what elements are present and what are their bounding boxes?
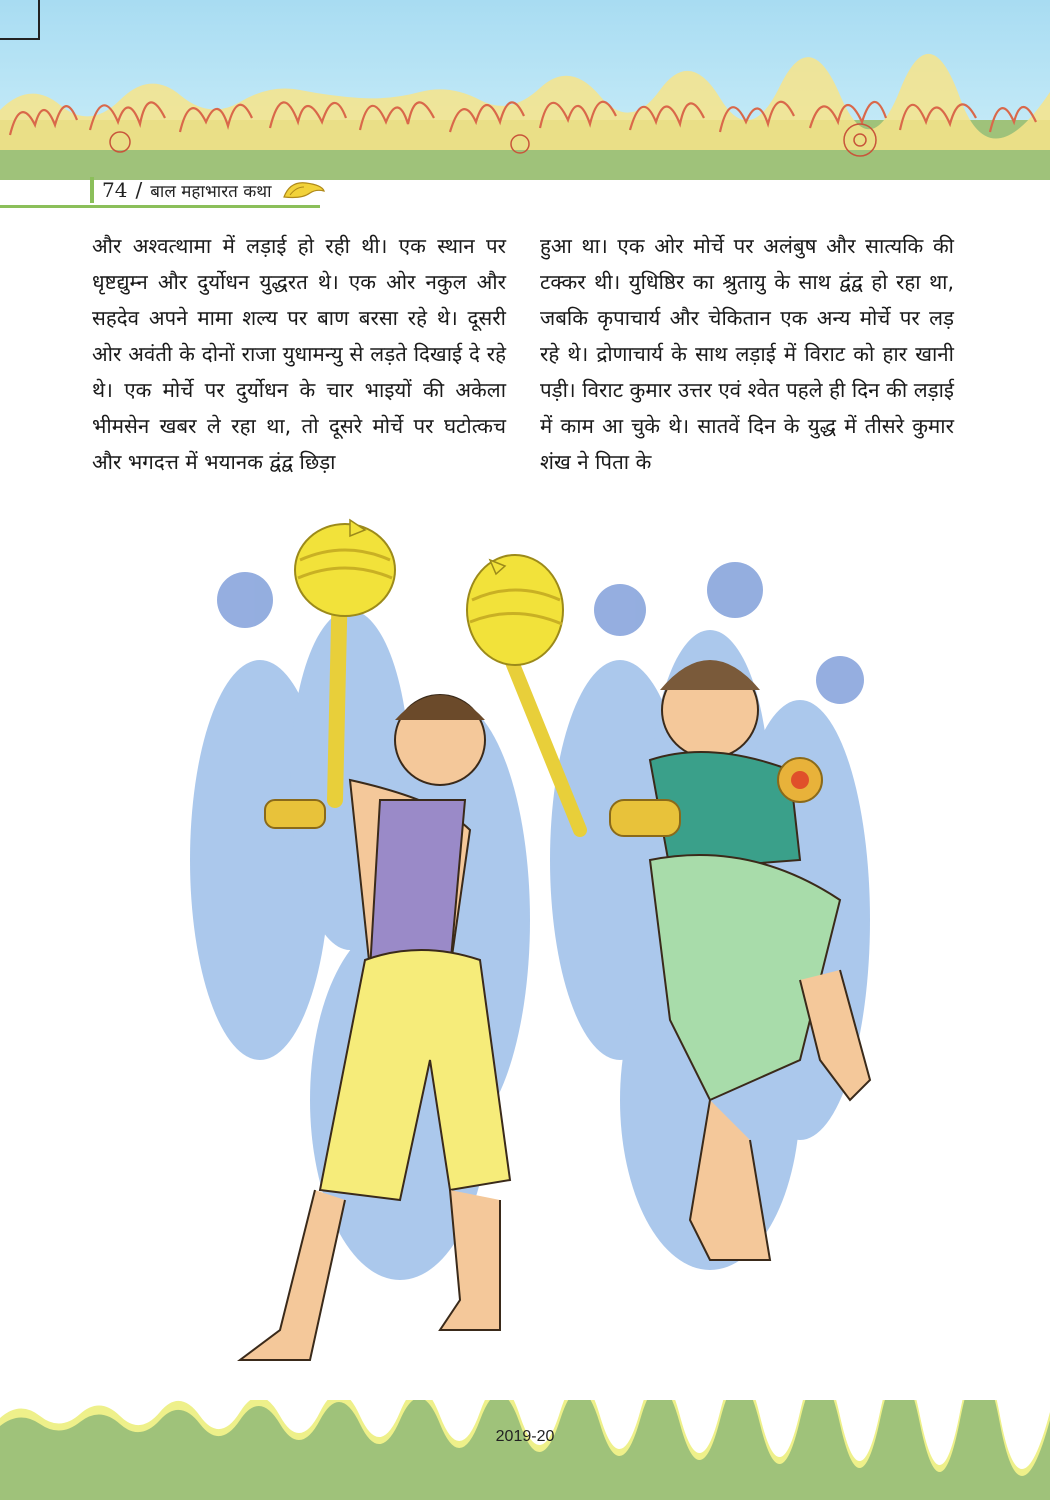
page-number: 74 bbox=[102, 178, 128, 202]
header-accent-bar bbox=[90, 177, 94, 203]
text-column-left bbox=[92, 228, 506, 480]
text-column-right bbox=[540, 228, 954, 480]
running-header bbox=[90, 176, 328, 204]
header-separator: / bbox=[135, 178, 143, 202]
mace-duel-illustration bbox=[150, 500, 910, 1420]
conch-ornament-icon bbox=[280, 177, 328, 203]
paragraph-right: हुआ था। एक ओर मोर्चे पर अलंबुष और सात्यकि की टक्कर थी। युधिष्ठिर का श्रुतायु के साथ द्वंद्व हो रहा था, जबकि कृपाचार्य और चेकितान एक अन्य मोर्चे पर लड़ रहे थे। द्रोणाचार्य के साथ लड़ाई में विराट को हार खानी पड़ी। विराट कुमार उत्तर एवं श्वेत पहले ही दिन की लड़ाई में काम आ चुके थे। सातवें दिन के युद्ध में तीसरे कुमार शंख ने पिता के bbox=[540, 234, 954, 474]
footer-grass-band bbox=[0, 1400, 1050, 1500]
crop-mark bbox=[38, 0, 40, 40]
edition-year: 2019-20 bbox=[495, 1428, 555, 1445]
crop-mark bbox=[0, 38, 40, 40]
paragraph-left: और अश्वत्थामा में लड़ाई हो रही थी। एक स्थान पर धृष्टद्युम्न और दुर्योधन युद्धरत थे। एक ओर नकुल और सहदेव अपने मामा शल्य पर बाण बरसा रहे थे। दूसरी ओर अवंती के दोनों राजा युधामन्यु से लड़ते दिखाई दे रहे थे। एक मोर्चे पर दुर्योधन के चार भाइयों की अकेला भीमसेन खबर ले रहा था, तो दूसरे मोर्चे पर घटोत्कच और भगदत्त में भयानक द्वंद्व छिड़ा bbox=[92, 234, 506, 474]
battle-frieze-illustration bbox=[0, 40, 1050, 180]
book-title: बाल महाभारत कथा bbox=[150, 181, 272, 202]
header-rule bbox=[0, 205, 320, 208]
